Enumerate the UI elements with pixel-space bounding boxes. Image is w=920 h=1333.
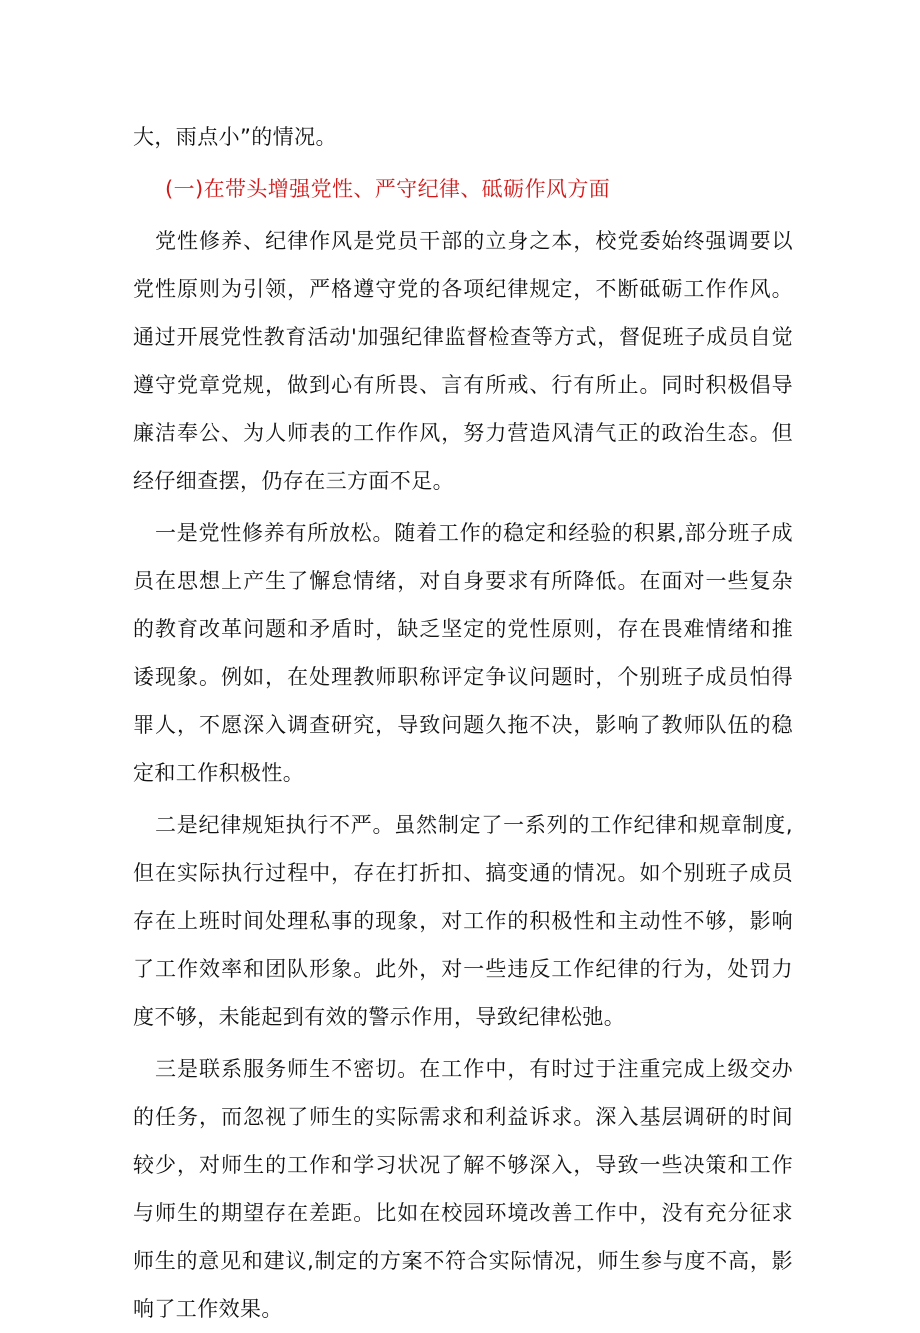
paragraph-point-three: 三是联系服务师生不密切。在工作中，有时过于注重完成上级交办的任务，而忽视了师生的实际需求和利益诉求。深入基层调研的时间较少，对师生的工作和学习状况了解不够深入，导致一些决策和工作与师生的期望存在差距。比如在校园环境改善工作中，没有充分征求师生的意见和建议,制定的方案不符合实际情况，师生参与度不高，影响了工作效果。 <box>133 1057 793 1321</box>
section-heading: (一)在带头增强党性、严守纪律、砥砺作风方面 <box>165 177 611 201</box>
paragraph-continuation: 大，雨点小”的情况。 <box>133 125 337 149</box>
paragraph-intro: 党性修养、纪律作风是党员干部的立身之本，校党委始终强调要以党性原则为引领，严格遵守党的各项纪律规定，不断砥砺工作作风。通过开展党性教育活动'加强纪律监督检查等方式，督促班子成员自觉遵守党章党规，做到心有所畏、言有所戒、行有所止。同时积极倡导廉洁奉公、为人师表的工作作风，努力营造风清气正的政治生态。但经仔细查摆，仍存在三方面不足。 <box>133 229 793 493</box>
paragraph-point-one: 一是党性修养有所放松。随着工作的稳定和经验的积累,部分班子成员在思想上产生了懈怠情绪，对自身要求有所降低。在面对一些复杂的教育改革问题和矛盾时，缺乏坚定的党性原则，存在畏难情绪和推诿现象。例如，在处理教师职称评定争议问题时，个别班子成员怕得罪人，不愿深入调查研究，导致问题久拖不决，影响了教师队伍的稳定和工作积极性。 <box>133 521 793 785</box>
paragraph-point-two: 二是纪律规矩执行不严。虽然制定了一系列的工作纪律和规章制度,但在实际执行过程中，存在打折扣、搞变通的情况。如个别班子成员存在上班时间处理私事的现象，对工作的积极性和主动性不够，影响了工作效率和团队形象。此外，对一些违反工作纪律的行为，处罚力度不够，未能起到有效的警示作用，导致纪律松弛。 <box>133 813 793 1029</box>
document-body <box>133 113 793 1333</box>
